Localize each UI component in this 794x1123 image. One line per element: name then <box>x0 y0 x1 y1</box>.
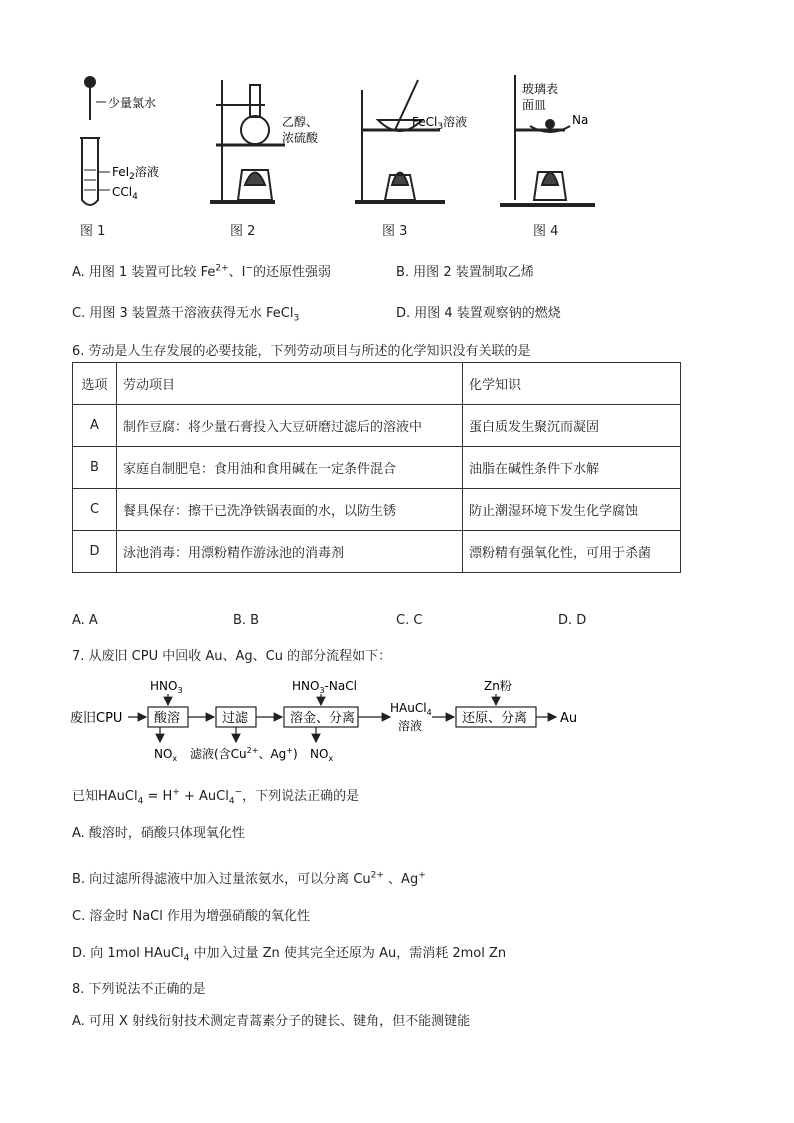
fig2-caption: 图 2 <box>230 224 256 239</box>
table-row <box>73 405 681 447</box>
q5-option-b[interactable]: B. 用图 2 装置制取乙烯 <box>396 265 534 280</box>
flow-input-hno3: $HNO_3$ <box>150 679 183 695</box>
row-labor-item: 餐具保存：擦干已洗净铁锅表面的水，以防生锈 <box>117 489 463 531</box>
fig1-caption: 图 1 <box>80 224 106 239</box>
fig3-caption: 图 3 <box>382 224 408 239</box>
flow-step-dissolve-gold: 溶金、分离 <box>290 711 356 726</box>
fig1-label-chlorine-water: 少量氯水 <box>108 96 157 110</box>
q8-stem: 8. 下列说法不正确的是 <box>72 982 206 997</box>
row-option: C <box>73 489 117 531</box>
row-option: B <box>73 447 117 489</box>
row-chem-knowledge: 防止潮湿环境下发生化学腐蚀 <box>463 489 681 531</box>
q7-option-c[interactable]: C. 溶金时 NaCl 作用为增强硝酸的氧化性 <box>72 909 310 924</box>
flow-end-au: Au <box>560 711 578 726</box>
flow-input-hno3-nacl: $HNO_3$-NaCl <box>292 679 357 695</box>
fig3-label-fecl3: FeCl$_3$溶液 <box>412 115 468 132</box>
fig4-label-watch-glass-1: 玻璃表 <box>522 82 559 96</box>
q5-option-a[interactable]: A. 用图 1 装置可比较 $Fe^{2+}$、I−的还原性强弱 <box>72 263 332 280</box>
flow-output-filtrate: 滤液(含$Cu^{2+}$、Ag+) <box>190 746 298 761</box>
q7-option-b[interactable]: B. 向过滤所得滤液中加入过量浓氨水，可以分离 $Cu^{2+}$ 、Ag+ <box>72 870 426 887</box>
flow-input-zn: Zn粉 <box>484 679 512 693</box>
fig1-label-fei2: FeI$_2$溶液 <box>112 165 159 182</box>
fig3-evaporating-dish <box>355 80 445 202</box>
flow-step-filter: 过滤 <box>222 711 249 726</box>
flow-mid-solution: 溶液 <box>398 719 423 733</box>
row-labor-item: 制作豆腐：将少量石膏投入大豆研磨过滤后的溶液中 <box>117 405 463 447</box>
q6-option-d[interactable]: D. D <box>558 613 587 628</box>
table-row <box>73 489 681 531</box>
q6-option-b[interactable]: B. B <box>233 613 260 628</box>
row-option: A <box>73 405 117 447</box>
flow-step-acid-dissolve: 酸溶 <box>154 711 181 726</box>
row-chem-knowledge: 油脂在碱性条件下水解 <box>463 447 681 489</box>
q5-option-c[interactable]: C. 用图 3 装置蒸干溶液获得无水 FeCl$_3$ <box>72 306 300 324</box>
flow-output-nox-2: $NO_x$ <box>310 747 334 763</box>
fig2-label-ethanol: 乙醇、 <box>282 115 319 129</box>
q8-option-a[interactable]: A. 可用 X 射线衍射技术测定青蒿素分子的键长、键角，但不能测键能 <box>72 1014 471 1029</box>
fig4-label-watch-glass-2: 面皿 <box>522 98 547 112</box>
fig2-label-sulfuric-acid: 浓硫酸 <box>282 131 319 145</box>
q7-flowchart <box>70 672 590 772</box>
q7-option-a[interactable]: A. 酸溶时，硝酸只体现氧化性 <box>72 826 245 841</box>
flow-step-reduce: 还原、分离 <box>462 711 528 726</box>
header-chem-knowledge: 化学知识 <box>463 363 681 405</box>
row-labor-item: 家庭自制肥皂：食用油和食用碱在一定条件混合 <box>117 447 463 489</box>
fig4-label-na: Na <box>572 113 589 127</box>
q6-table <box>72 362 681 573</box>
q7-known: 已知HAuCl$_4$ = H+ + AuCl$_4$−，下列说法正确的是 <box>72 787 360 807</box>
q7-option-d[interactable]: D. 向 1mol HAuCl$_4$ 中加入过量 Zn 使其完全还原为 Au，需消耗 2mol Zn <box>72 946 507 964</box>
flow-mid-haucl4: HAuCl$_4$ <box>390 701 432 717</box>
q6-option-a[interactable]: A. A <box>72 613 98 628</box>
row-option: D <box>73 531 117 573</box>
header-option: 选项 <box>73 363 117 405</box>
row-chem-knowledge: 蛋白质发生聚沉而凝固 <box>463 405 681 447</box>
fig4-caption: 图 4 <box>533 224 559 239</box>
apparatus-figures <box>60 60 620 220</box>
q6-stem: 6. 劳动是人生存发展的必要技能，下列劳动项目与所述的化学知识没有关联的是 <box>72 344 531 359</box>
q5-option-d[interactable]: D. 用图 4 装置观察钠的燃烧 <box>396 306 561 321</box>
fig1-label-ccl4: CCl$_4$ <box>112 185 138 202</box>
header-labor-item: 劳动项目 <box>117 363 463 405</box>
fig1-test-tube-dropper <box>80 77 110 205</box>
fig2-distillation-apparatus <box>210 80 285 202</box>
table-row <box>73 447 681 489</box>
row-labor-item: 泳池消毒：用漂粉精作游泳池的消毒剂 <box>117 531 463 573</box>
table-header-row <box>73 363 681 405</box>
q6-option-c[interactable]: C. C <box>396 613 423 628</box>
flow-start: 废旧CPU <box>70 711 123 726</box>
table-row <box>73 531 681 573</box>
q7-stem: 7. 从废旧 CPU 中回收 Au、Ag、Cu 的部分流程如下： <box>72 649 392 664</box>
row-chem-knowledge: 漂粉精有强氧化性，可用于杀菌 <box>463 531 681 573</box>
flow-output-nox-1: $NO_x$ <box>154 747 178 763</box>
